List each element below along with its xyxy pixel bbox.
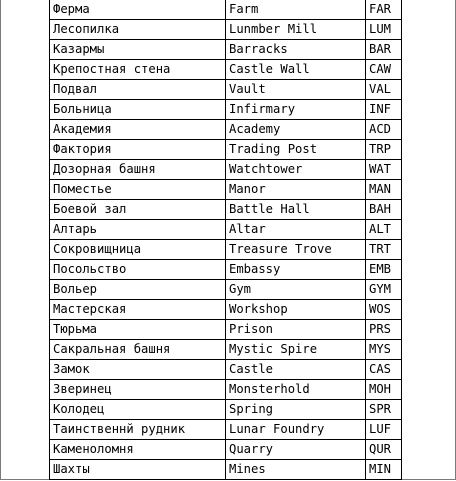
english-name-cell: Monsterhold: [226, 380, 366, 400]
code-cell: PRS: [366, 320, 402, 340]
table-row: [50, 440, 453, 460]
table-row: [50, 140, 453, 160]
table-row: [50, 460, 453, 480]
table-row: [50, 120, 453, 140]
code-cell: MYS: [366, 340, 402, 360]
english-name-cell: Gym: [226, 280, 366, 300]
code-cell: MAN: [366, 180, 402, 200]
empty-margin-cell: [402, 100, 453, 120]
code-cell: BAH: [366, 200, 402, 220]
english-name-cell: Embassy: [226, 260, 366, 280]
code-cell: BAR: [366, 40, 402, 60]
empty-margin-cell: [402, 120, 453, 140]
code-cell: QUR: [366, 440, 402, 460]
russian-name-cell: Таинственнй рудник: [50, 420, 226, 440]
code-cell: INF: [366, 100, 402, 120]
empty-margin-cell: [402, 280, 453, 300]
code-cell: WAT: [366, 160, 402, 180]
english-name-cell: Battle Hall: [226, 200, 366, 220]
russian-name-cell: Ферма: [50, 0, 226, 20]
russian-name-cell: Мастерская: [50, 300, 226, 320]
russian-name-cell: Алтарь: [50, 220, 226, 240]
code-cell: VAL: [366, 80, 402, 100]
empty-margin-cell: [402, 20, 453, 40]
code-cell: FAR: [366, 0, 402, 20]
empty-margin-cell: [402, 420, 453, 440]
code-cell: LUM: [366, 20, 402, 40]
russian-name-cell: Колодец: [50, 400, 226, 420]
english-name-cell: Barracks: [226, 40, 366, 60]
code-cell: TRP: [366, 140, 402, 160]
english-name-cell: Vault: [226, 80, 366, 100]
english-name-cell: Castle Wall: [226, 60, 366, 80]
english-name-cell: Prison: [226, 320, 366, 340]
empty-margin-cell: [402, 300, 453, 320]
table-row: [50, 400, 453, 420]
table-row: [50, 200, 453, 220]
russian-name-cell: Каменоломня: [50, 440, 226, 460]
russian-name-cell: Вольер: [50, 280, 226, 300]
english-name-cell: Manor: [226, 180, 366, 200]
code-cell: ALT: [366, 220, 402, 240]
empty-margin-cell: [402, 380, 453, 400]
code-cell: WOS: [366, 300, 402, 320]
russian-name-cell: Боевой зал: [50, 200, 226, 220]
russian-name-cell: Казармы: [50, 40, 226, 60]
english-name-cell: Workshop: [226, 300, 366, 320]
empty-margin-cell: [402, 340, 453, 360]
table-row: [50, 180, 453, 200]
russian-name-cell: Больница: [50, 100, 226, 120]
empty-margin-cell: [402, 260, 453, 280]
english-name-cell: Lunmber Mill: [226, 20, 366, 40]
empty-margin-cell: [402, 40, 453, 60]
table-row: [50, 420, 453, 440]
table-row: [50, 80, 453, 100]
table-row: [50, 380, 453, 400]
english-name-cell: Treasure Trove: [226, 240, 366, 260]
russian-name-cell: Сокровищница: [50, 240, 226, 260]
table-row: [50, 60, 453, 80]
code-cell: ACD: [366, 120, 402, 140]
russian-name-cell: Подвал: [50, 80, 226, 100]
empty-margin-cell: [402, 460, 453, 480]
russian-name-cell: Посольство: [50, 260, 226, 280]
russian-name-cell: Поместье: [50, 180, 226, 200]
russian-name-cell: Крепостная стена: [50, 60, 226, 80]
code-cell: MIN: [366, 460, 402, 480]
table-row: [50, 280, 453, 300]
code-cell: EMB: [366, 260, 402, 280]
english-name-cell: Mystic Spire: [226, 340, 366, 360]
russian-name-cell: Замок: [50, 360, 226, 380]
empty-margin-cell: [402, 80, 453, 100]
empty-margin-cell: [402, 220, 453, 240]
empty-margin-cell: [402, 180, 453, 200]
russian-name-cell: Зверинец: [50, 380, 226, 400]
english-name-cell: Lunar Foundry: [226, 420, 366, 440]
table-row: [50, 320, 453, 340]
table-row: [50, 300, 453, 320]
table-row: [50, 240, 453, 260]
table-row: [50, 100, 453, 120]
english-name-cell: Watchtower: [226, 160, 366, 180]
empty-margin-cell: [402, 320, 453, 340]
english-name-cell: Altar: [226, 220, 366, 240]
table-body: [50, 0, 453, 480]
code-cell: CAS: [366, 360, 402, 380]
empty-margin-cell: [402, 140, 453, 160]
english-name-cell: Mines: [226, 460, 366, 480]
english-name-cell: Farm: [226, 0, 366, 20]
table-row: [50, 0, 453, 20]
code-cell: SPR: [366, 400, 402, 420]
table-row: [50, 260, 453, 280]
empty-margin-cell: [402, 440, 453, 460]
russian-name-cell: Тюрьма: [50, 320, 226, 340]
table-row: [50, 360, 453, 380]
code-cell: CAW: [366, 60, 402, 80]
table-row: [50, 160, 453, 180]
empty-margin-cell: [402, 60, 453, 80]
empty-margin-cell: [402, 200, 453, 220]
russian-name-cell: Академия: [50, 120, 226, 140]
empty-margin-cell: [402, 0, 453, 20]
english-name-cell: Spring: [226, 400, 366, 420]
table-row: [50, 20, 453, 40]
table-row: [50, 220, 453, 240]
english-name-cell: Quarry: [226, 440, 366, 460]
english-name-cell: Trading Post: [226, 140, 366, 160]
code-cell: GYM: [366, 280, 402, 300]
code-cell: MOH: [366, 380, 402, 400]
table-row: [50, 340, 453, 360]
empty-margin-cell: [402, 160, 453, 180]
russian-name-cell: Шахты: [50, 460, 226, 480]
russian-name-cell: Лесопилка: [50, 20, 226, 40]
code-cell: TRT: [366, 240, 402, 260]
empty-margin-cell: [402, 400, 453, 420]
english-name-cell: Castle: [226, 360, 366, 380]
russian-name-cell: Сакральная башня: [50, 340, 226, 360]
empty-margin-cell: [402, 360, 453, 380]
building-names-table: [49, 0, 453, 480]
russian-name-cell: Дозорная башня: [50, 160, 226, 180]
english-name-cell: Academy: [226, 120, 366, 140]
empty-margin-cell: [402, 240, 453, 260]
table-row: [50, 40, 453, 60]
russian-name-cell: Фактория: [50, 140, 226, 160]
code-cell: LUF: [366, 420, 402, 440]
english-name-cell: Infirmary: [226, 100, 366, 120]
